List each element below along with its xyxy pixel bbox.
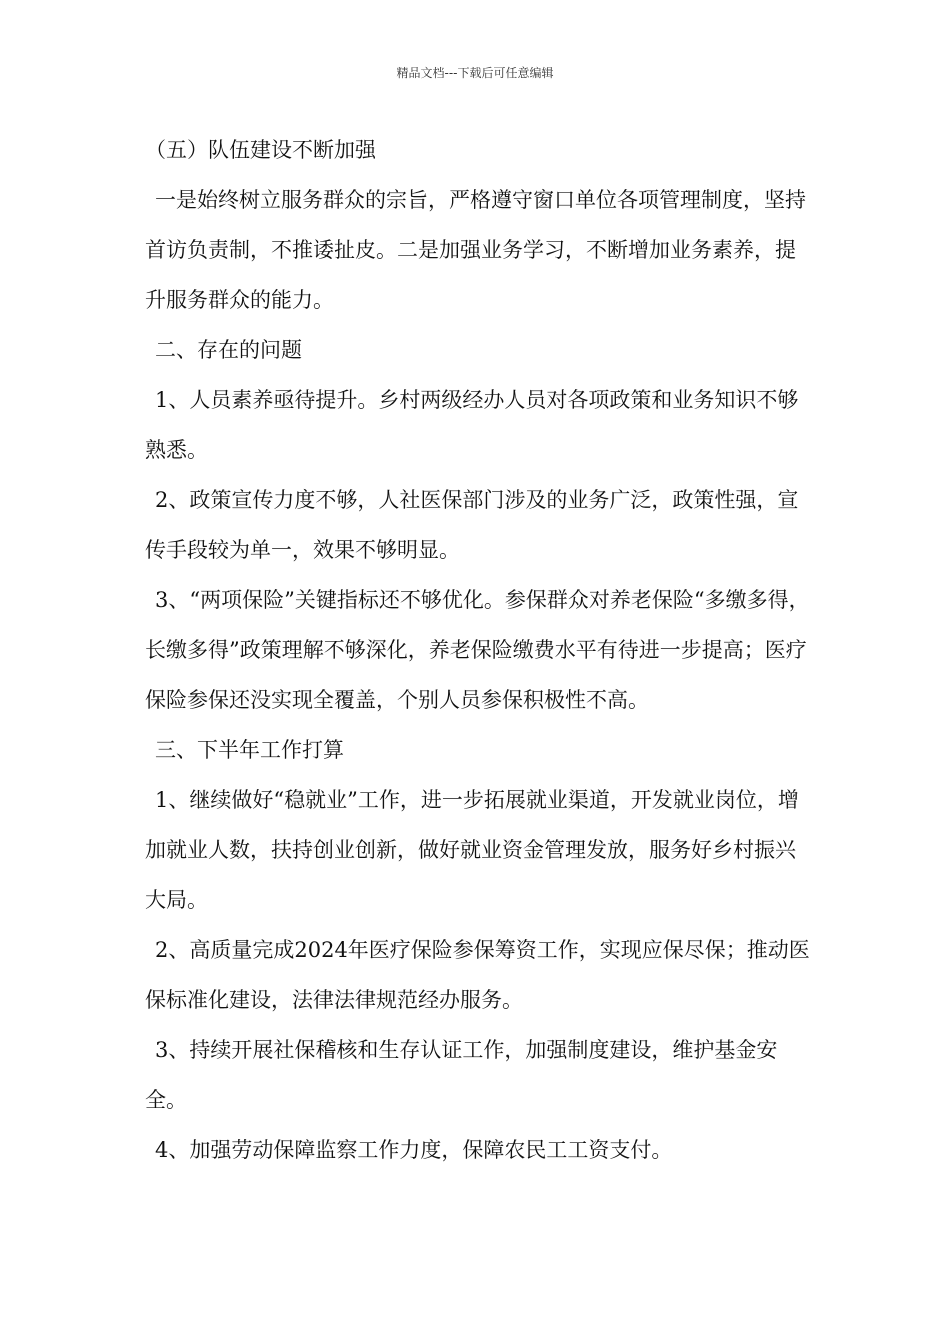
section-heading-plans: 三、下半年工作打算 (155, 738, 344, 762)
paragraph-problem-2: 2、政策宣传力度不够，人社医保部门涉及的业务广泛，政策性强，宣传手段较为单一，效果不够明显。 (145, 488, 799, 562)
document-body (145, 125, 810, 1175)
paragraph-problem-3: 3、“两项保险”关键指标还不够优化。参保群众对养老保险“多缴多得，长缴多得”政策理解不够深化，养老保险缴费水平有待进一步提高；医疗保险参保还没实现全覆盖，个别人员参保积极性不高。 (145, 588, 810, 712)
paragraph-plan-3: 3、持续开展社保稽核和生存认证工作，加强制度建设，维护基金安全。 (145, 1038, 778, 1112)
page-header: 精品文档---下载后可任意编辑 (396, 66, 554, 80)
paragraph-plan-1: 1、继续做好“稳就业”工作，进一步拓展就业渠道，开发就业岗位，增加就业人数，扶持创业创新，做好就业资金管理发放，服务好乡村振兴大局。 (145, 788, 799, 912)
paragraph-team-building: 一是始终树立服务群众的宗旨，严格遵守窗口单位各项管理制度，坚持首访负责制，不推诿扯皮。二是加强业务学习，不断增加业务素养，提升服务群众的能力。 (145, 188, 806, 312)
paragraph-problem-1: 1、人员素养亟待提升。乡村两级经办人员对各项政策和业务知识不够熟悉。 (145, 388, 799, 462)
paragraph-plan-2: 2、高质量完成2024年医疗保险参保筹资工作，实现应保尽保；推动医保标准化建设，法律法律规范经办服务。 (145, 938, 810, 1012)
section-heading-problems: 二、存在的问题 (155, 338, 302, 362)
paragraph-plan-4: 4、加强劳动保障监察工作力度，保障农民工工资支付。 (155, 1138, 673, 1162)
section-heading-team-building: （五）队伍建设不断加强 (145, 138, 376, 162)
